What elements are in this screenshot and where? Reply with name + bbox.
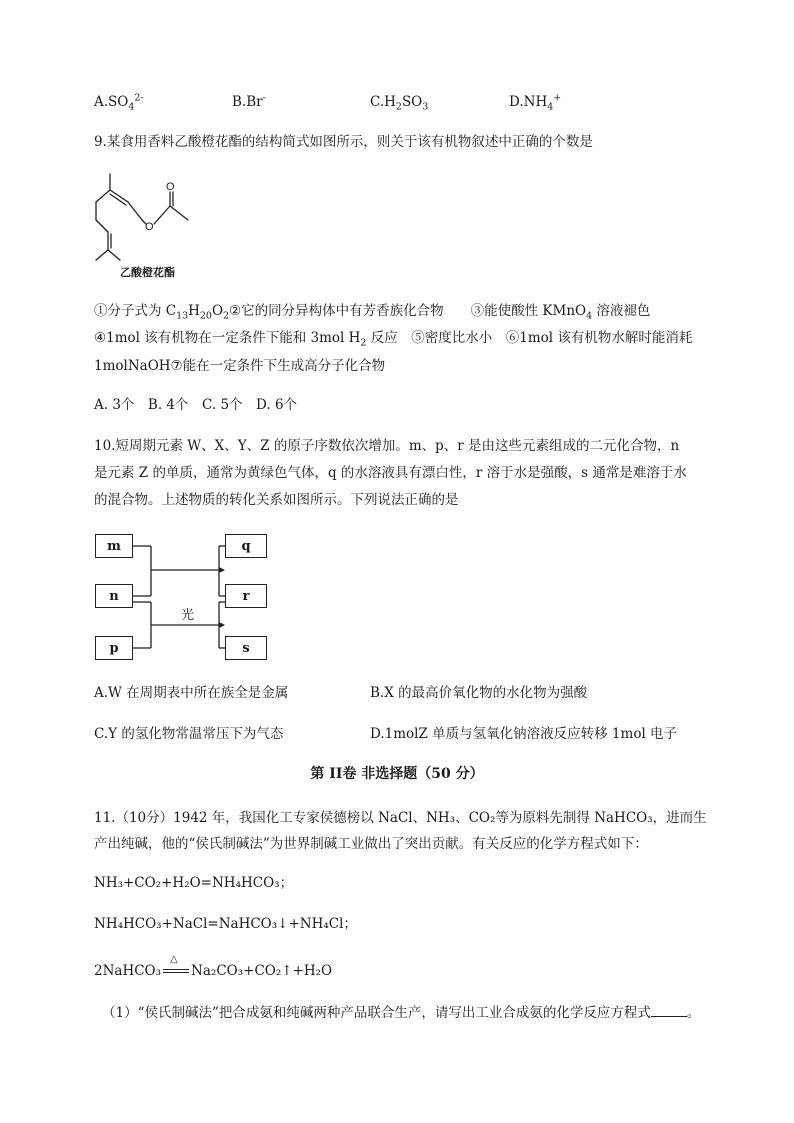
equation-1: NH₃+CO₂+H₂O=NH₄HCO₃； <box>94 875 294 891</box>
statements-line-1: ①分子式为 $C_{13}H_{20}O_2②$它的同分异构体中有芳香族化合物 ③能使酸性 KMnO$_4$ 溶液褪色 <box>94 303 651 322</box>
option-d: $D.NH_4^+$ <box>509 92 562 113</box>
box-n: n <box>95 584 133 608</box>
oxygen-label-ester: O <box>145 221 154 233</box>
q10-option-d: D.1molZ 单质与氢氧化钠溶液反应转移 1mol 电子 <box>370 726 678 742</box>
question-10-line-2: 是元素 Z 的单质，通常为黄绿色气体，q 的水溶液具有漂白性，r 溶于水是强酸，s 通常是难溶于水 <box>94 465 687 481</box>
structure-diagram <box>92 168 212 283</box>
section-title: 第 II卷 非选择题（50 分） <box>310 766 484 782</box>
reaction-condition: △ <box>161 961 191 975</box>
answer-blank[interactable] <box>651 1004 687 1017</box>
q10-option-c: C.Y 的氢化物常温常压下为气态 <box>94 726 284 742</box>
q10-option-b: B.X 的最高价氧化物的水化物为强酸 <box>370 685 588 701</box>
question-10-line-1: 10.短周期元素 W、X、Y、Z 的原子序数依次增加。m、p、r 是由这些元素组成的二元化合物，n <box>94 438 680 454</box>
option-a: $A.SO_4^{2-}$ <box>94 92 144 113</box>
question-11-line-2: 产出纯碱，他的“侯氏制碱法”为世界制碱工业做出了突出贡献。有关反应的化学方程式如下： <box>94 836 648 852</box>
oxygen-label-carbonyl: O <box>166 181 175 193</box>
question-11-line-1: 11.（10分）1942 年，我国化工专家侯德榜以 NaCl、NH₃、CO₂等为原料先制得 NaHCO₃，进而生 <box>94 810 707 826</box>
question-9-stem: 9.某食用香料乙酸橙花酯的结构简式如图所示，则关于该有机物叙述中正确的个数是 <box>94 134 593 150</box>
question-9-options: A. 3个 B. 4个 C. 5个 D. 6个 <box>94 397 298 413</box>
box-q: q <box>225 534 267 558</box>
box-m: m <box>95 534 133 558</box>
question-10-line-3: 的混合物。上述物质的转化关系如图所示。下列说法正确的是 <box>94 492 459 508</box>
transformation-diagram <box>95 530 295 665</box>
q10-option-a: A.W 在周期表中所在族全是金属 <box>94 685 289 701</box>
box-p: p <box>95 636 133 660</box>
option-c: $C.H_2SO_3$ <box>370 94 429 113</box>
option-b: B.Br- <box>232 92 266 110</box>
structure-caption: 乙酸橙花酯 <box>120 267 175 279</box>
equation-3: 2NaHCO₃ △ Na₂CO₃+CO₂↑+H₂O <box>94 954 333 979</box>
statements-line-2: ④1mol 该有机物在一定条件下能和 3mol $H_2$ 反应 ⑤密度比水小 ⑥1mol 该有机物水解时能消耗 <box>94 330 693 349</box>
equation-2: NH₄HCO₃+NaCl=NaHCO₃↓+NH₄Cl； <box>94 916 357 932</box>
box-s: s <box>225 636 267 660</box>
statements-line-3: 1molNaOH⑦能在一定条件下生成高分子化合物 <box>94 358 386 374</box>
light-label: 光 <box>181 608 195 623</box>
box-r: r <box>225 584 267 608</box>
question-11-sub-1: （1）“侯氏制碱法”把合成氨和纯碱两种产品联合生产，请写出工业合成氨的化学反应方程式 。 <box>102 1005 701 1021</box>
